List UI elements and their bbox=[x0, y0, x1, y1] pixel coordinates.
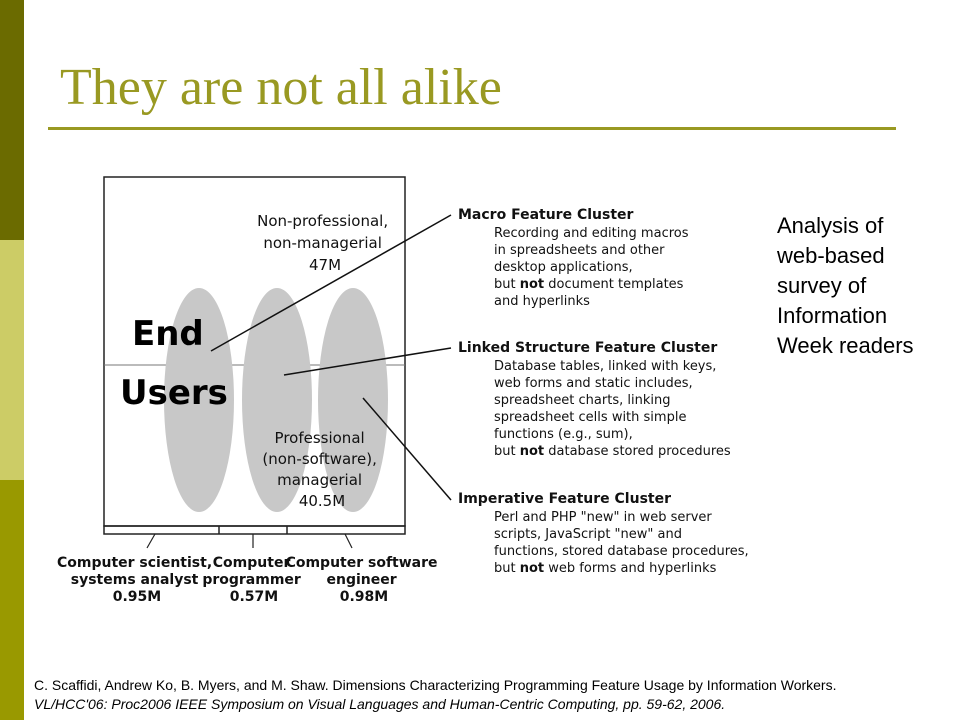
cluster-heading: Macro Feature Cluster bbox=[458, 207, 634, 223]
cluster-line: spreadsheet cells with simple bbox=[494, 410, 687, 425]
cluster-line: Recording and editing macros bbox=[494, 226, 689, 241]
occupation-count: 0.98M bbox=[339, 589, 389, 605]
cluster-line: Database tables, linked with keys, bbox=[494, 359, 717, 374]
cluster-not-part: but bbox=[494, 561, 520, 576]
cluster-not-line bbox=[494, 277, 684, 292]
non-professional-count: 47M bbox=[308, 256, 342, 274]
professional-count: 40.5M bbox=[298, 492, 346, 510]
occupation-label-scientist bbox=[57, 555, 217, 605]
occupation-line: engineer bbox=[326, 572, 397, 588]
citation-authors: C. Scaffidi, Andrew Ko, B. Myers, and M. Shaw. Dimensions Characterizing Programming Feature Usage by Information Workers. bbox=[34, 677, 837, 693]
cluster-line: spreadsheet charts, linking bbox=[494, 393, 671, 408]
occupation-tick bbox=[345, 534, 352, 548]
cluster-line: functions (e.g., sum), bbox=[494, 427, 633, 442]
cluster-not-part: database stored procedures bbox=[544, 444, 731, 459]
cluster-not-part: but bbox=[494, 444, 520, 459]
occupation-line: systems analyst bbox=[70, 572, 199, 588]
end-label: End bbox=[132, 314, 204, 354]
occupation-line: programmer bbox=[202, 572, 301, 588]
occupation-line: Computer scientist, bbox=[56, 555, 213, 571]
not-emphasis: not bbox=[519, 444, 545, 459]
users-label: Users bbox=[120, 373, 228, 413]
cluster-not-part: but bbox=[494, 277, 520, 292]
cluster-line: scripts, JavaScript "new" and bbox=[494, 527, 682, 542]
occupation-label-engineer bbox=[286, 555, 443, 605]
professional-line: Professional bbox=[274, 429, 365, 447]
not-emphasis: not bbox=[519, 561, 545, 576]
professional-line: (non-software), bbox=[262, 450, 377, 468]
side-note: Analysis of web-based survey of Information Week readers bbox=[777, 213, 914, 358]
not-emphasis: not bbox=[519, 277, 545, 292]
cluster-not-part: web forms and hyperlinks bbox=[544, 561, 717, 576]
feature-clusters bbox=[458, 207, 749, 576]
cluster-heading: Imperative Feature Cluster bbox=[458, 491, 671, 507]
cluster-not-line bbox=[494, 444, 731, 459]
cluster-line: in spreadsheets and other bbox=[494, 243, 665, 258]
occupation-line: Computer bbox=[212, 555, 291, 571]
cluster-line: and hyperlinks bbox=[494, 294, 590, 309]
non-professional-line: Non-professional, bbox=[257, 212, 389, 230]
occupation-bar bbox=[104, 526, 405, 534]
occupation-count: 0.95M bbox=[112, 589, 162, 605]
cluster-not-part: document templates bbox=[544, 277, 684, 292]
non-professional-label bbox=[257, 212, 393, 274]
slide-title: They are not all alike bbox=[60, 59, 502, 116]
cluster-line: Perl and PHP "new" in web server bbox=[494, 510, 712, 525]
cluster-heading: Linked Structure Feature Cluster bbox=[458, 340, 718, 356]
citation bbox=[34, 676, 956, 714]
cluster-line: desktop applications, bbox=[494, 260, 633, 275]
citation-venue: VL/HCC'06: Proc2006 IEEE Symposium on Visual Languages and Human-Centric Computing, pp. 59-62, 2006. bbox=[34, 696, 726, 712]
occupation-tick bbox=[147, 534, 155, 548]
occupation-line: Computer software bbox=[285, 555, 438, 571]
cluster-not-line bbox=[494, 561, 717, 576]
occupation-count: 0.57M bbox=[229, 589, 279, 605]
non-professional-line: non-managerial bbox=[263, 234, 382, 252]
cluster-line: web forms and static includes, bbox=[494, 376, 693, 391]
professional-line: managerial bbox=[277, 471, 363, 489]
title-rule bbox=[48, 127, 896, 130]
cluster-line: functions, stored database procedures, bbox=[494, 544, 749, 559]
